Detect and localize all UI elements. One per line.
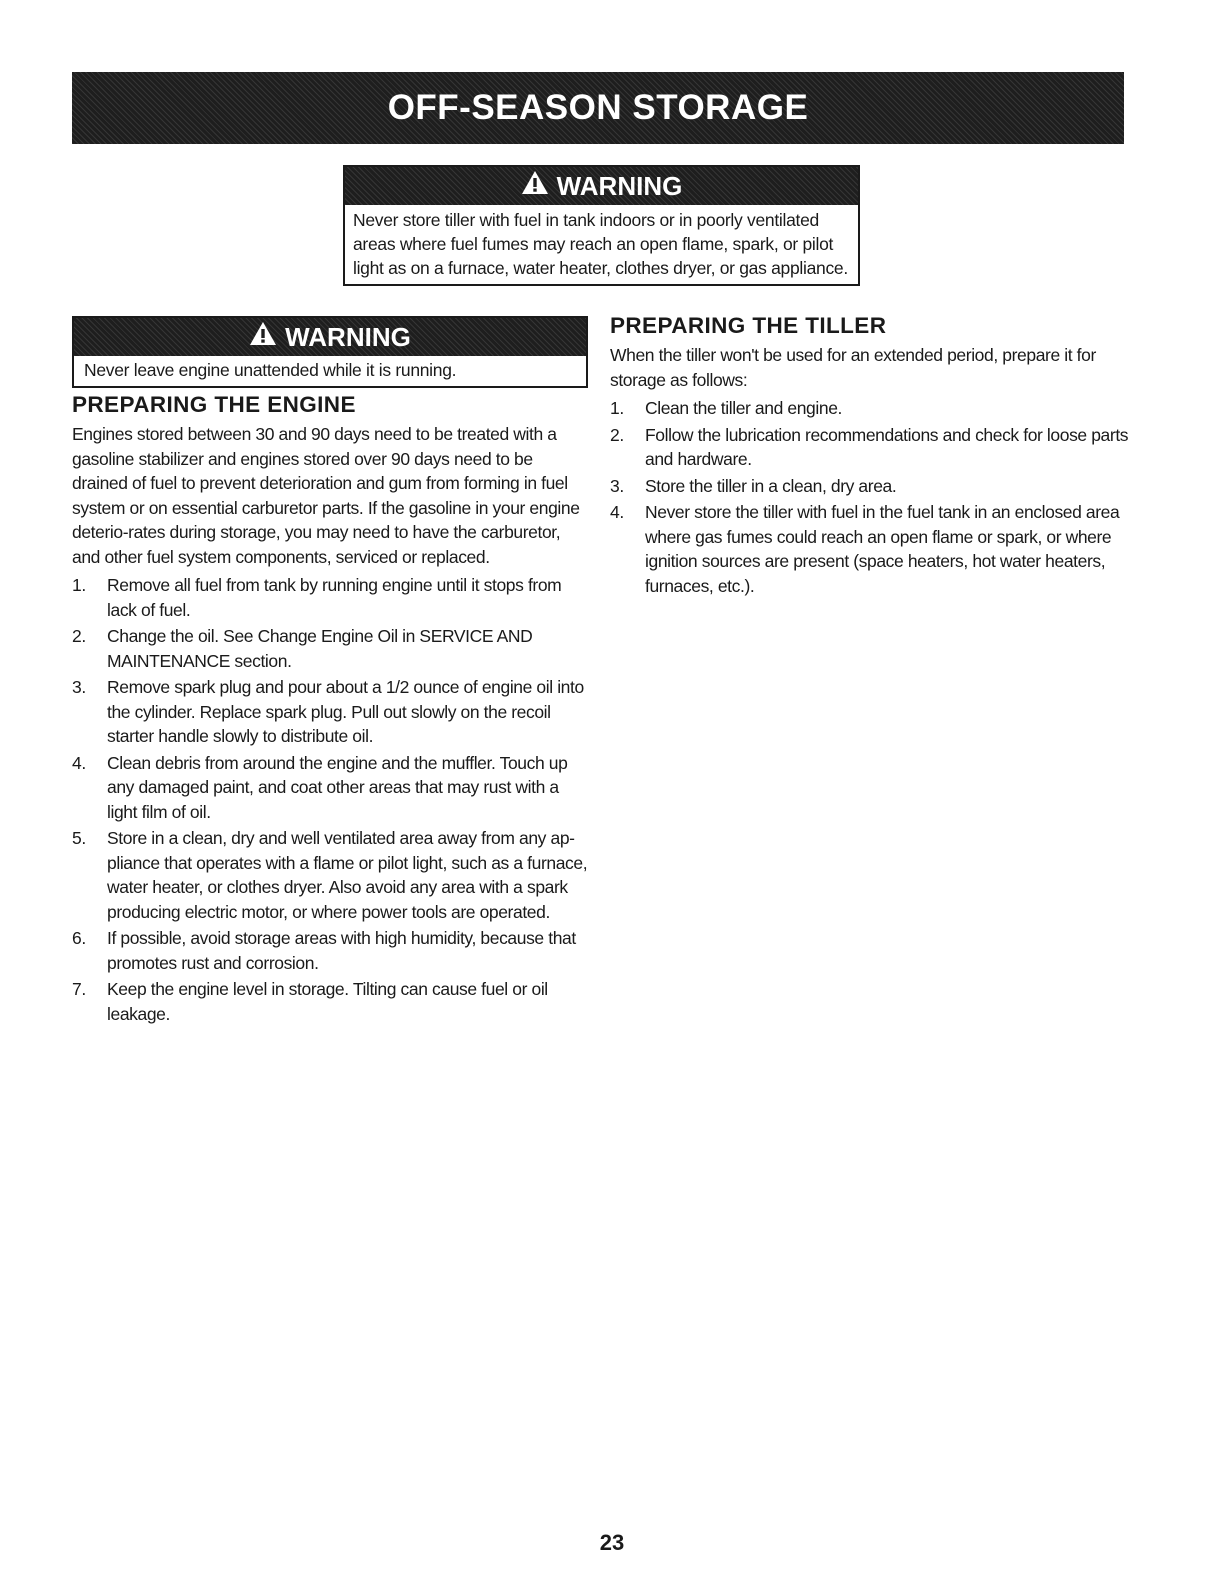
step-number: 4. — [72, 752, 86, 773]
step-text: Remove all fuel from tank by running engine until it stops from lack of fuel. — [107, 575, 562, 620]
step-text: Keep the engine level in storage. Tilting can cause fuel or oil leakage. — [107, 979, 548, 1024]
step-number: 2. — [610, 424, 624, 445]
list-item — [72, 751, 592, 825]
step-number: 3. — [72, 677, 86, 697]
section-preparing-engine — [72, 392, 592, 1028]
warning-box-fuel-storage — [343, 165, 860, 286]
warning-box-engine-running — [72, 316, 588, 388]
tiller-steps-list — [610, 396, 1130, 598]
step-number: 6. — [72, 928, 86, 948]
step-number: 3. — [610, 475, 624, 496]
warning-banner — [345, 167, 858, 205]
warning-triangle-icon — [521, 170, 549, 202]
list-item — [610, 423, 1130, 472]
section-preparing-tiller — [610, 313, 1130, 600]
list-item — [72, 826, 592, 924]
warning-banner — [74, 318, 586, 356]
section-title: PREPARING THE TILLER — [610, 313, 887, 338]
list-item — [610, 500, 1130, 598]
step-text: Store the tiller in a clean, dry area. — [645, 475, 897, 496]
warning-text: Never leave engine unattended while it is running. — [84, 360, 457, 380]
warning-label: WARNING — [556, 170, 683, 201]
step-number: 1. — [610, 398, 624, 418]
page-header-bar — [72, 72, 1124, 144]
warning-label: WARNING — [285, 321, 411, 352]
list-item — [72, 926, 592, 975]
warning-text: Never store tiller with fuel in tank indoors or in poorly ventilated areas where fuel fumes may reach an open flame, spark, or pilot light as on a furnace, water heater, clothes dryer, or gas appliance. — [353, 210, 848, 278]
step-text: Follow the lubrication recommendations and check for loose parts and hardware. — [645, 424, 1129, 469]
step-number: 7. — [72, 979, 86, 999]
engine-steps-list — [72, 573, 592, 1026]
step-text: Change the oil. See Change Engine Oil in SERVICE AND MAINTENANCE section. — [107, 626, 533, 671]
list-item — [72, 573, 592, 622]
section-intro: When the tiller won't be used for an extended period, prepare it for storage as follows: — [610, 345, 1096, 390]
section-title: PREPARING THE ENGINE — [72, 392, 356, 417]
page-title: OFF-SEASON STORAGE — [387, 88, 809, 127]
step-text: Never store the tiller with fuel in the fuel tank in an enclosed area where gas fumes could reach an open flame or spark, or where ignition sources are present (space heaters, hot water heaters, furnaces, etc.). — [645, 502, 1120, 596]
list-item — [610, 396, 1130, 421]
warning-triangle-icon — [249, 321, 277, 353]
list-item — [72, 675, 592, 749]
section-intro: Engines stored between 30 and 90 days need to be treated with a gasoline stabilizer and engines stored over 90 days need to be drained of fuel to prevent deterioration and gum from forming in fuel system or on essential carburetor parts. If the gasoline in your engine deterio-rates during storage, you may need to have the carburetor, and other fuel system components, serviced or replaced. — [72, 424, 580, 567]
step-text: Remove spark plug and pour about a 1/2 ounce of engine oil into the cylinder. Replace spark plug. Pull out slowly on the recoil starter handle slowly to distribute oil. — [107, 677, 584, 746]
step-text: Clean the tiller and engine. — [645, 398, 842, 418]
step-text: If possible, avoid storage areas with high humidity, because that promotes rust and corrosion. — [107, 928, 576, 973]
step-text: Store in a clean, dry and well ventilated area away from any ap-pliance that operates with a flame or pilot light, such as a furnace, water heater, or clothes dryer. Also avoid any area with a spark producing electric motor, or where power tools are operated. — [107, 828, 588, 922]
step-number: 5. — [72, 828, 86, 848]
step-number: 4. — [610, 502, 624, 522]
list-item — [72, 624, 592, 673]
page-number: 23 — [599, 1530, 625, 1555]
list-item — [610, 474, 1130, 499]
step-number: 2. — [72, 626, 86, 646]
list-item — [72, 977, 592, 1026]
step-number: 1. — [72, 575, 86, 595]
step-text: Clean debris from around the engine and the muffler. Touch up any damaged paint, and coat other areas that may rust with a light film of oil. — [107, 752, 568, 822]
